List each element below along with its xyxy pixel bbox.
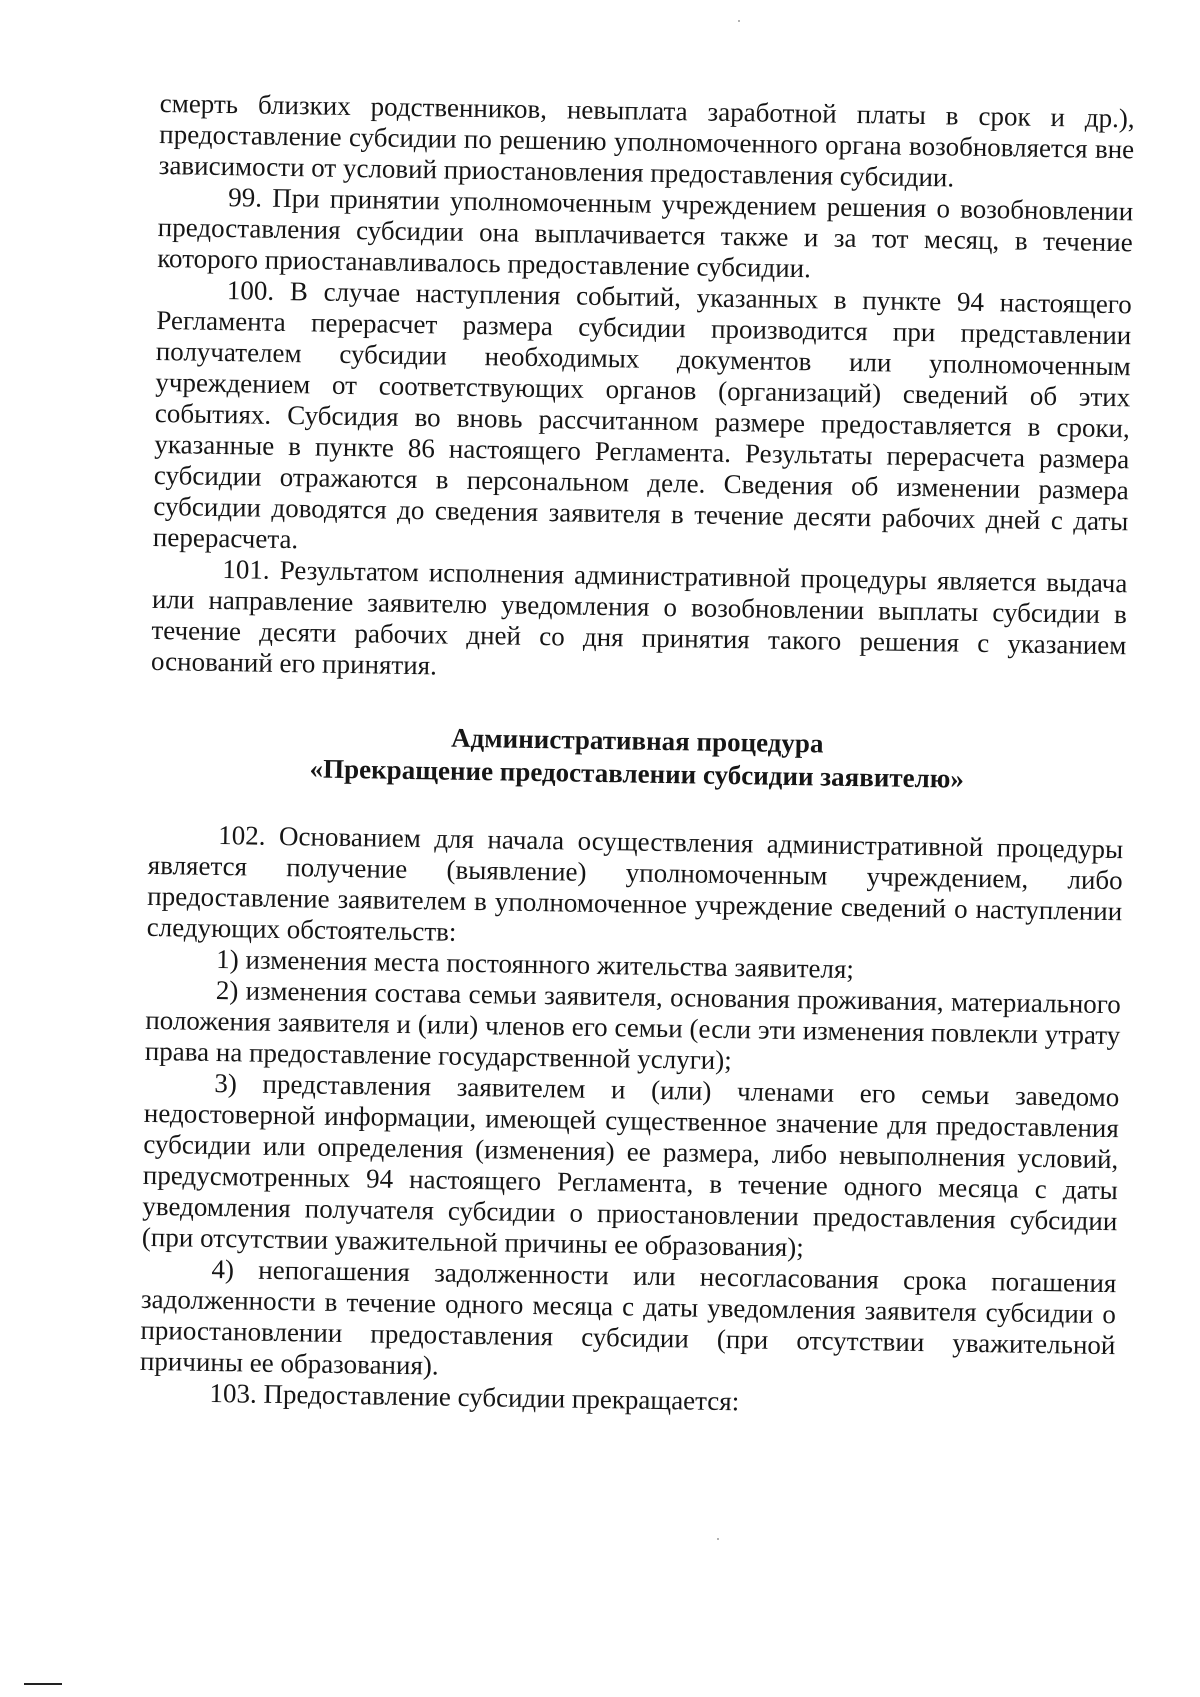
text-block-before <box>151 88 1135 692</box>
list-item-102-3: 3) представления заявителем и (или) членами его семьи заведомо недостоверной информации, имеющей существенное значение для предоставления субсидии или определения (изменения) ее размера, либо невыполнения условий, предусмотренных 94 настоящего Регламента, в течение одного месяца с даты уведомления получателя субсидии о приостановлении предоставления субсидии (при отсутствии уважительной причины ее образования); <box>141 1067 1120 1263</box>
section-heading <box>149 717 1125 798</box>
paragraph-99: 99. При принятии уполномоченным учреждением решения о возобновлении предоставления субсидии она выплачивается также и за тот месяц, в течение которого приостанавливалось предоставление субсидии. <box>157 182 1134 284</box>
scan-speck <box>738 20 740 22</box>
list-item-102-2: 2) изменения состава семьи заявителя, основания проживания, материального положения заявителя и (или) членов его семьи (если эти изменения повлекли утрату права на предоставление государственной услуги); <box>144 974 1121 1076</box>
document-page <box>139 88 1135 1423</box>
footer-rule <box>24 1683 62 1685</box>
section-heading-line-2: «Прекращение предоставлении субсидии заявителю» <box>309 753 965 794</box>
text-block-after <box>139 819 1123 1423</box>
scan-speck <box>717 1538 719 1540</box>
paragraph-103: 103. Предоставление субсидии прекращается: <box>209 1377 740 1417</box>
list-item-102-1: 1) изменения места постоянного жительства заявителя; <box>216 943 855 985</box>
section-heading-line-1: Административная процедура <box>450 722 824 759</box>
paragraph-100: 100. В случае наступления событий, указанных в пункте 94 настоящего Регламента перерасчет размера субсидии производится при представлении получателем субсидии необходимых документов или уполномоченным учреждением от соответствующих органов (организаций) сведений об этих событиях. Субсидия во вновь рассчитанном размере предоставляется в сроки, указанные в пункте 86 настоящего Регламента. Результаты перерасчета размера субсидии отражаются в персональном деле. Сведения об изменении размера субсидии доводятся до сведения заявителя в течение десяти рабочих дней с даты перерасчета. <box>152 275 1132 555</box>
paragraph-102: 102. Основанием для начала осуществления административной процедуры является получение (выявление) уполномоченным учреждением, либо предоставление заявителем в уполномоченное учреждение сведений о наступлении следующих обстоятельств: <box>146 820 1124 947</box>
paragraph-101: 101. Результатом исполнения административной процедуры является выдача или направление заявителю уведомления о возобновлении выплаты субсидии в течение десяти рабочих дней со дня принятия такого решения с указанием оснований его принятия. <box>150 554 1128 681</box>
paragraph-continuation: смерть близких родственников, невыплата заработной платы в срок и др.), предоставление субсидии по решению уполномоченного органа возобновляется вне зависимости от условий приостановления предоставления субсидии. <box>158 88 1135 193</box>
list-item-102-4: 4) непогашения задолженности или несогласования срока погашения задолженности в течение одного месяца с даты уведомления заявителя субсидии о приостановлении предоставления субсидии (при отсутствии уважительной причины ее образования). <box>139 1253 1117 1381</box>
